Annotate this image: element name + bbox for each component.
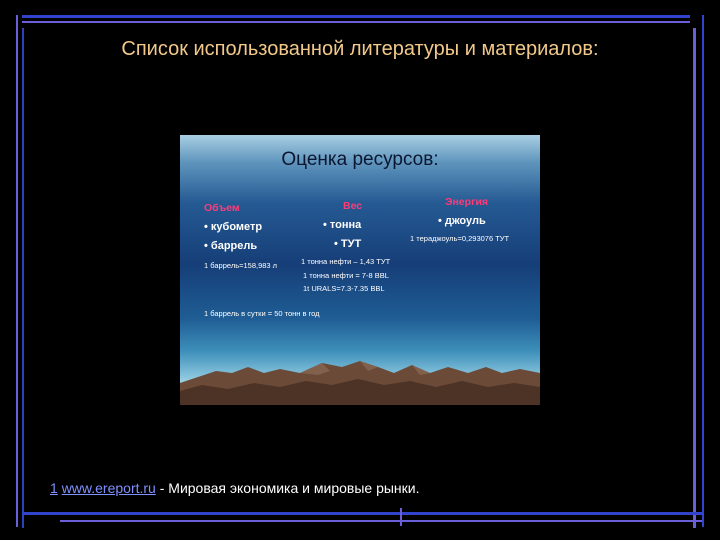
frame-right-line-2	[702, 15, 704, 527]
frame-right-line-1	[693, 28, 696, 528]
frame-bottom-tick	[400, 508, 402, 526]
embedded-slide-title: Оценка ресурсов:	[281, 149, 439, 170]
mountains-graphic	[180, 135, 540, 405]
weight-note-3: 1t URALS=7.3-7.35 BBL	[303, 284, 385, 293]
weight-header: Вес	[343, 200, 363, 212]
embedded-slide-image	[180, 135, 540, 405]
volume-header: Объем	[204, 202, 240, 214]
ereport-link[interactable]: www.ereport.ru	[61, 480, 156, 496]
volume-note: 1 баррель=158,983 л	[204, 261, 278, 270]
volume-item-1: • кубометр	[204, 221, 263, 233]
weight-note-1: 1 тонна нефти – 1,43 ТУТ	[301, 257, 391, 266]
energy-header: Энергия	[445, 196, 489, 208]
volume-item-2: • баррель	[204, 240, 258, 252]
frame-bottom-line-1	[22, 512, 702, 515]
weight-item-2: • ТУТ	[334, 238, 362, 250]
bottom-note: 1 баррель в сутки = 50 тонн в год	[204, 309, 320, 318]
energy-note: 1 тераджоуль=0,293076 ТУТ	[410, 234, 510, 243]
footer-reference	[50, 480, 419, 496]
frame-top-line-2	[22, 21, 690, 23]
energy-item-1: • джоуль	[438, 215, 486, 227]
weight-note-2: 1 тонна нефти = 7-8 BBL	[303, 271, 389, 280]
weight-item-1: • тонна	[323, 219, 362, 231]
page-title: Список использованной литературы и материалов:	[121, 38, 599, 60]
frame-top-line-1	[22, 15, 690, 18]
frame-bottom-line-2	[60, 520, 702, 522]
frame-left-line-2	[22, 28, 24, 528]
footer-description: - Мировая экономика и мировые рынки.	[155, 480, 420, 496]
frame-left-line-1	[16, 15, 18, 527]
footnote-number-link[interactable]: 1	[50, 480, 58, 496]
